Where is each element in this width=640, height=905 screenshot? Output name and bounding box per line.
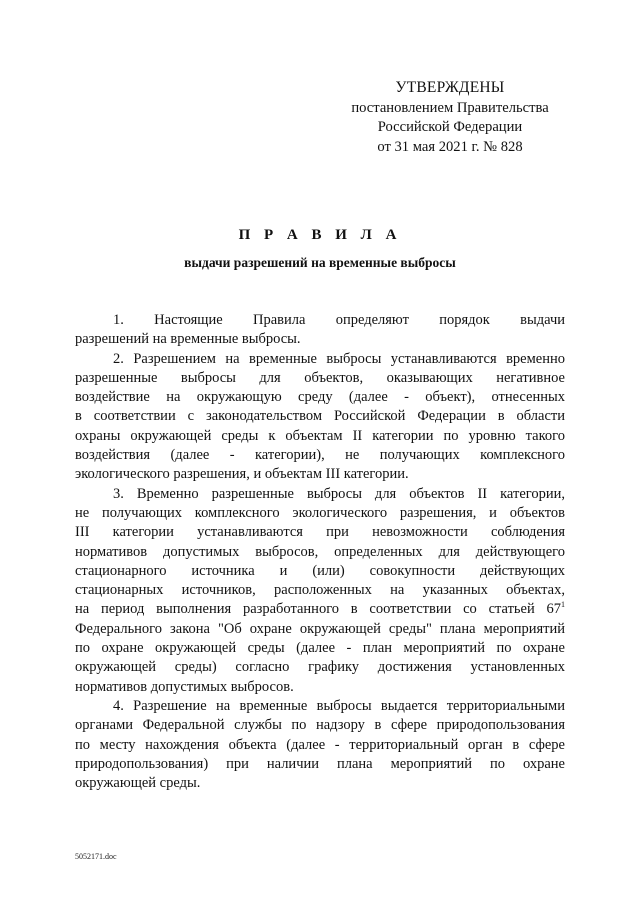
paragraph-line: разрешений на временные выбросы. (75, 331, 301, 348)
paragraph-line: окружающей среды) согласно графику достижения установленных (75, 659, 565, 676)
approval-stamp (335, 78, 565, 157)
paragraph-line: воздействие на окружающую среду (далее - объект), отнесенных (75, 389, 565, 406)
footnote-superscript: 1 (561, 600, 565, 610)
paragraph-line: стационарных источников, расположенных на указанных объектах, (75, 582, 565, 599)
paragraph-4 (75, 697, 565, 793)
paragraph-line: стационарного источника и (или) совокупности действующих (75, 562, 565, 579)
paragraph-line: нормативов допустимых выбросов. (75, 678, 294, 695)
paragraph-line: природопользования) при наличии плана мероприятий по охране (75, 755, 565, 772)
approval-line-3: от 31 мая 2021 г. № 828 (377, 138, 523, 155)
paragraph-line: 3. Временно разрешенные выбросы для объектов II категории, (113, 485, 565, 502)
paragraph-2 (75, 350, 565, 485)
paragraph-line: нормативов допустимых выбросов, определенных для действующего (75, 543, 565, 560)
paragraph-line: 2. Разрешением на временные выбросы устанавливаются временно (113, 350, 565, 367)
paragraph-line-text: на период выполнения разработанного в соответствии со статьей 67 (75, 601, 561, 618)
paragraph-line-with-footnote (75, 600, 565, 619)
paragraph-line: воздействия (далее - категории), не получающих комплексного (75, 447, 565, 464)
paragraph-line: окружающей среды. (75, 775, 201, 792)
paragraph-3 (75, 485, 565, 697)
document-body (75, 311, 565, 793)
paragraph-line: 4. Разрешение на временные выбросы выдается территориальными (113, 697, 565, 714)
paragraph-1 (75, 311, 565, 350)
paragraph-line: экологического разрешения, и объектам III категории. (75, 466, 409, 483)
paragraph-line: разрешенные выбросы для объектов, оказывающих негативное (75, 369, 565, 386)
paragraph-line: органами Федеральной службы по надзору в сфере природопользования (75, 717, 565, 734)
approval-title: УТВЕРЖДЕНЫ (395, 79, 505, 96)
document-subtitle: выдачи разрешений на временные выбросы (184, 255, 456, 270)
paragraph-line: по месту нахождения объекта (далее - территориальный орган в сфере (75, 736, 565, 753)
paragraph-line: охраны окружающей среды к объектам II категории по уровню такого (75, 427, 565, 444)
approval-line-2: Российской Федерации (377, 119, 523, 135)
paragraph-line: Федерального закона "Об охране окружающей среды" плана мероприятий (75, 620, 565, 637)
document-title: П Р А В И Л А (238, 227, 402, 243)
approval-line-1: постановлением Правительства (351, 99, 549, 116)
paragraph-line: не получающих комплексного экологического разрешения, и объектов (75, 504, 565, 521)
paragraph-line: по охране окружающей среды (далее - план мероприятий по охране (75, 640, 565, 657)
paragraph-line: 1. Настоящие Правила определяют порядок выдачи (113, 312, 565, 328)
paragraph-line: в соответствии с законодательством Российской Федерации в области (75, 408, 565, 425)
paragraph-line: III категории устанавливаются при невозможности соблюдения (75, 524, 565, 541)
file-code: 5052171.doc (75, 852, 117, 861)
